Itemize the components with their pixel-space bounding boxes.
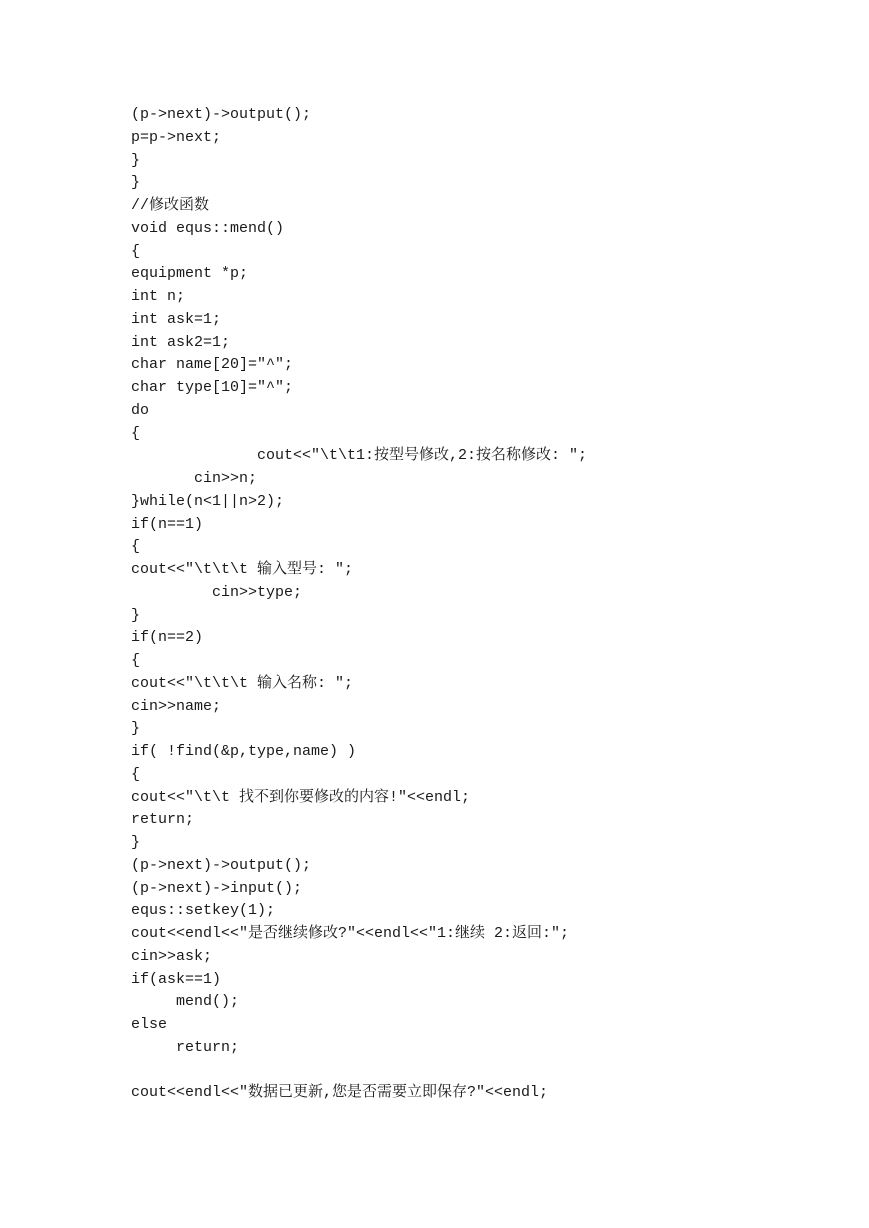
code-line: int ask2=1; <box>131 333 231 351</box>
code-line: else <box>131 1016 168 1033</box>
code-line: cout<<"\t\t1:按型号修改,2:按名称修改: "; <box>131 447 588 465</box>
code-line: cin>>ask; <box>131 947 213 965</box>
code-line: } <box>131 720 141 738</box>
code-line: } <box>131 606 141 624</box>
code-block <box>131 104 831 1105</box>
code-line: cin>>type; <box>131 583 303 601</box>
code-line: (p->next)->input(); <box>131 879 303 897</box>
code-line: } <box>131 174 141 192</box>
code-line: { <box>131 652 141 669</box>
code-line: int ask=1; <box>131 310 222 328</box>
code-line: mend(); <box>131 993 240 1011</box>
code-line: (p->next)->output(); <box>131 106 312 123</box>
code-line: int n; <box>131 288 186 305</box>
code-line: char type[10]="^"; <box>131 379 294 396</box>
code-line: return; <box>131 1038 240 1056</box>
blank-line <box>131 1060 831 1083</box>
code-line: cin>>name; <box>131 697 222 715</box>
code-line: if(n==2) <box>131 629 204 647</box>
code-line: { <box>131 424 141 442</box>
code-line: (p->next)->output(); <box>131 856 312 874</box>
code-line: { <box>131 242 141 260</box>
code-line: return; <box>131 811 195 829</box>
code-line: do <box>131 401 150 419</box>
code-line: if( !find(&p,type,name) ) <box>131 743 357 760</box>
code-line: cout<<endl<<"是否继续修改?"<<endl<<"1:继续 2:返回:"; <box>131 925 570 942</box>
code-line: cout<<"\t\t\t 输入型号: "; <box>131 561 354 578</box>
code-line: if(ask==1) <box>131 970 222 988</box>
code-line: } <box>131 834 141 851</box>
code-line: p=p->next; <box>131 128 222 146</box>
code-line: { <box>131 765 141 783</box>
code-comment: //修改函数 <box>131 197 210 214</box>
code-line: equipment *p; <box>131 265 249 283</box>
code-line: cin>>n; <box>131 470 258 487</box>
code-line: equs::setkey(1); <box>131 902 276 920</box>
code-line: cout<<"\t\t 找不到你要修改的内容!"<<endl; <box>131 788 471 806</box>
code-line: void equs::mend() <box>131 219 285 237</box>
code-line: cout<<"\t\t\t 输入名称: "; <box>131 674 354 692</box>
code-line: cout<<endl<<"数据已更新,您是否需要立即保存?"<<endl; <box>131 1084 549 1102</box>
code-line: if(n==1) <box>131 515 204 533</box>
code-line: char name[20]="^"; <box>131 356 294 374</box>
code-line: { <box>131 538 141 556</box>
code-line: } <box>131 151 141 169</box>
code-line: }while(n<1||n>2); <box>131 492 285 510</box>
